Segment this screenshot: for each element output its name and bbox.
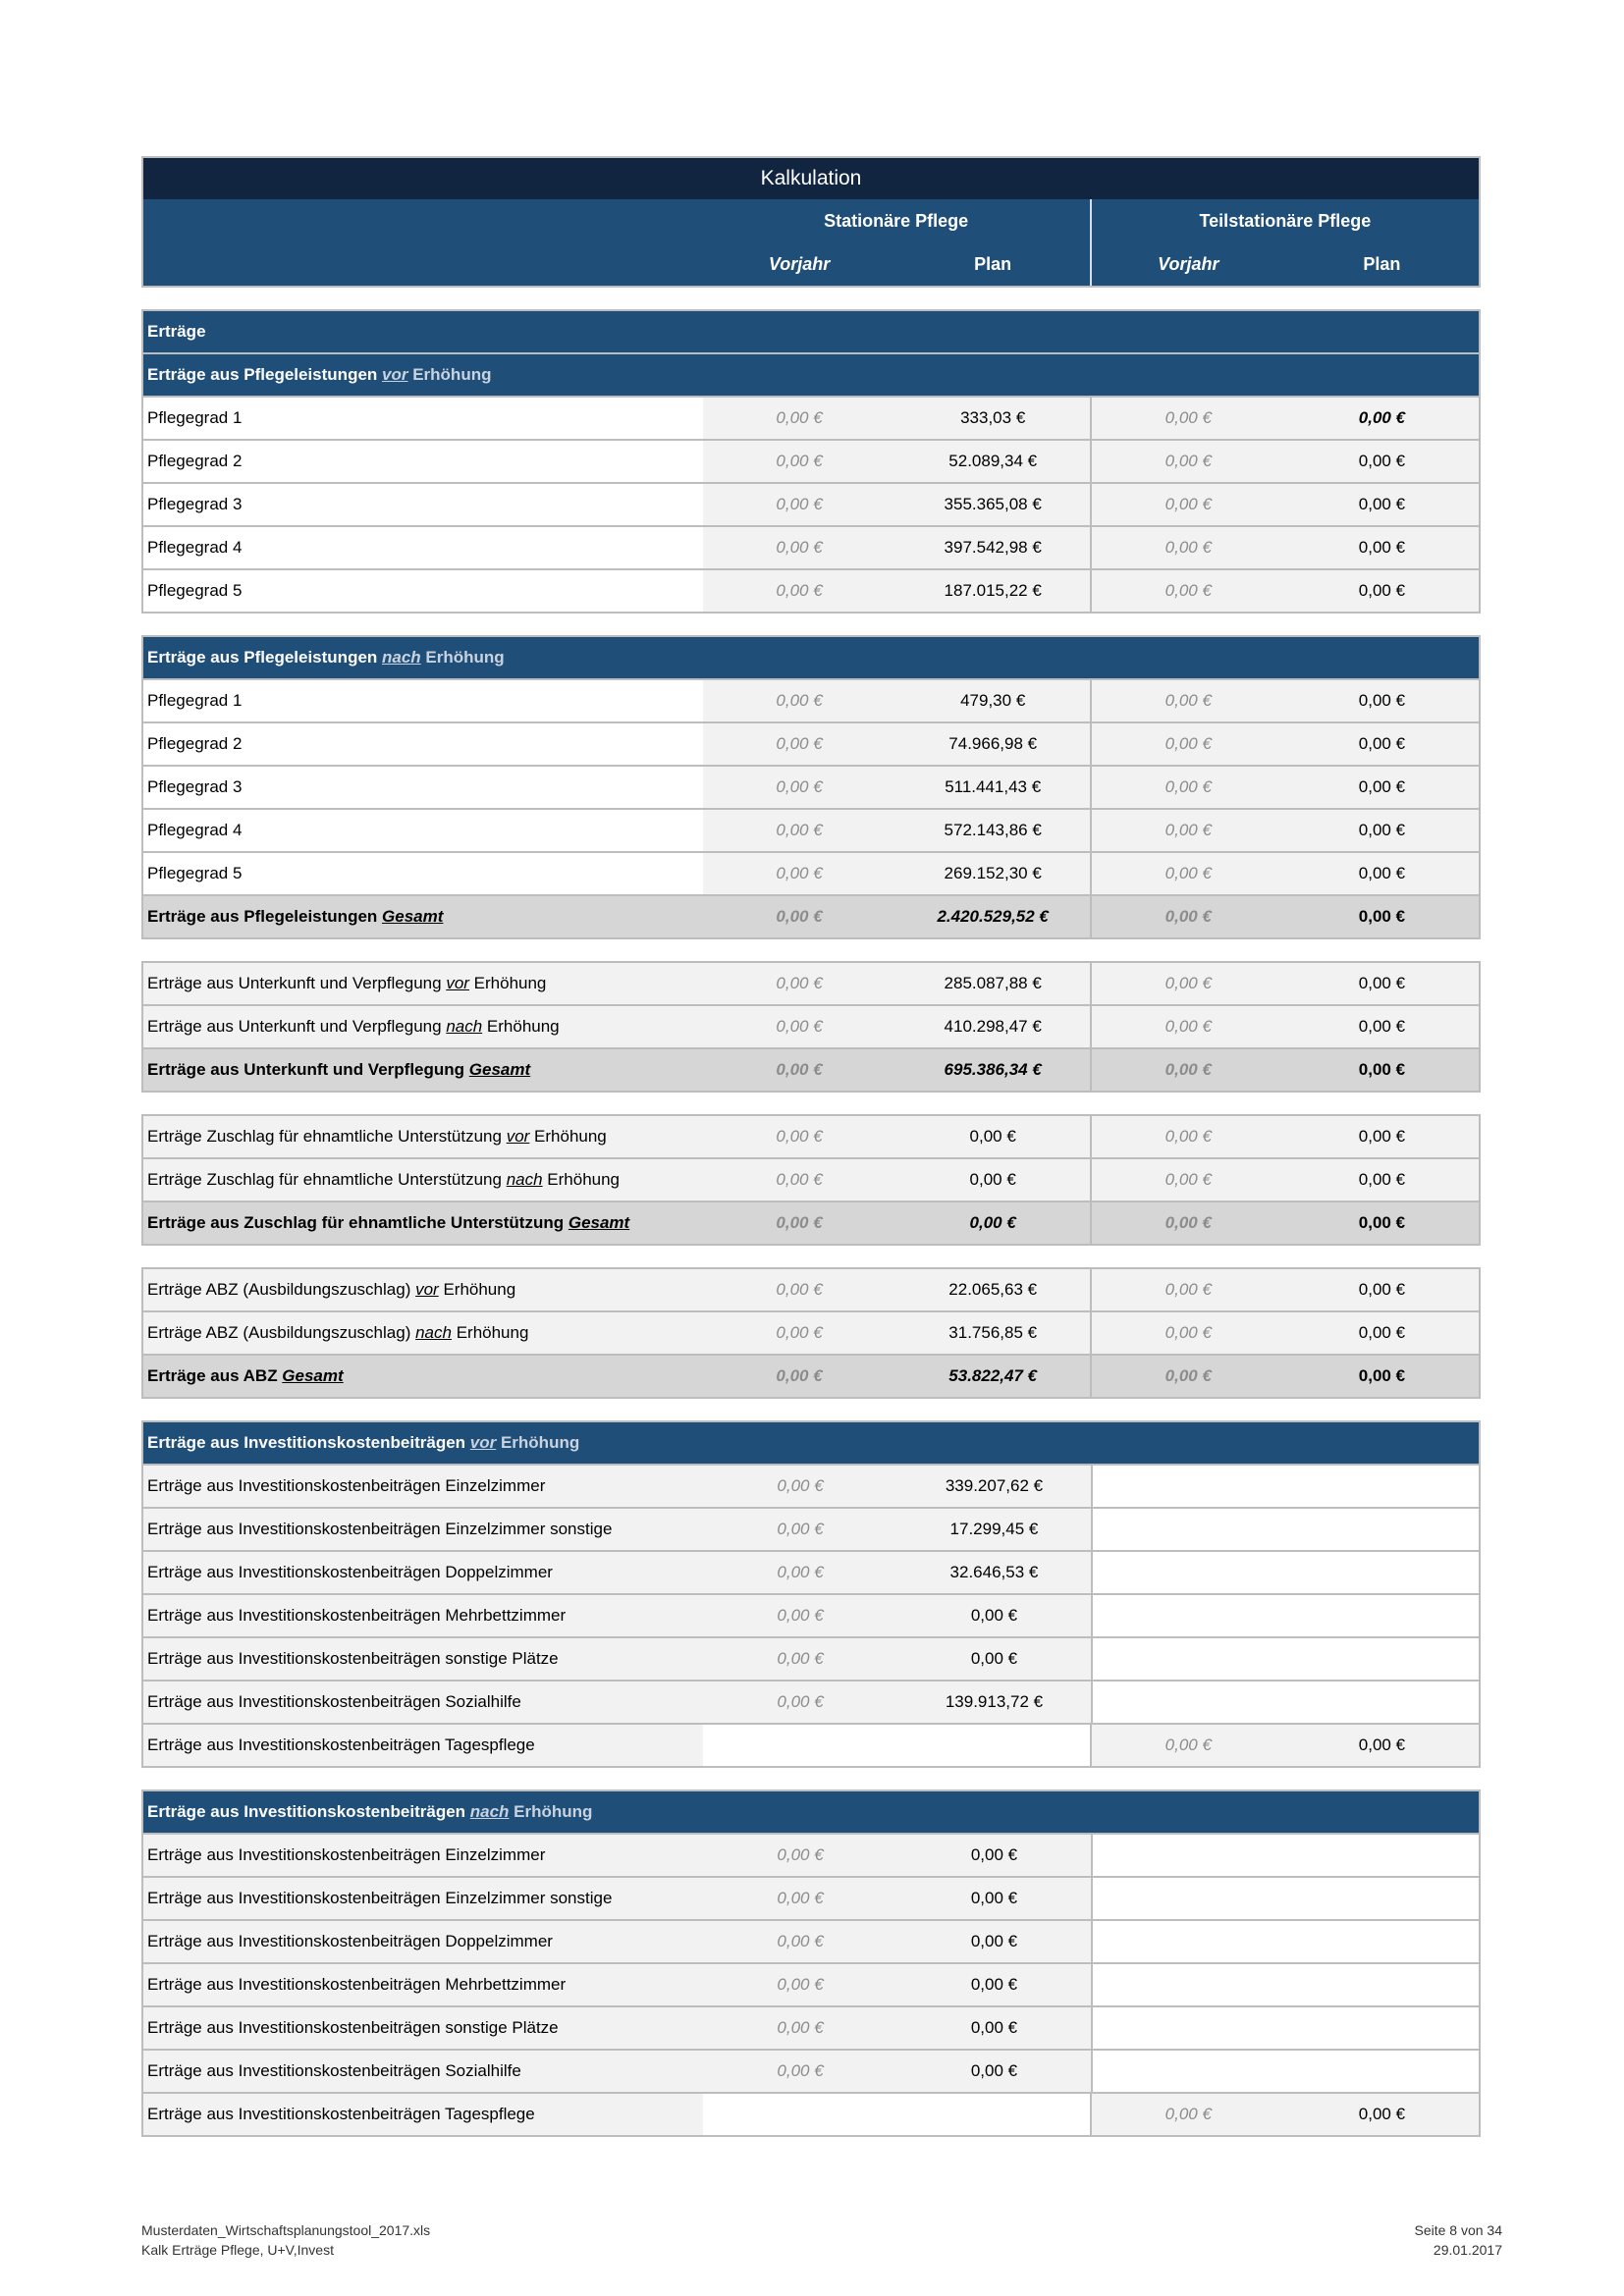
table-cell: 0,00 € bbox=[703, 1964, 896, 2005]
table-cell: 0,00 € bbox=[703, 1006, 896, 1047]
footer-page: Seite 8 von 34 bbox=[1414, 2222, 1502, 2238]
table-cell: 0,00 € bbox=[703, 767, 896, 808]
table-cell: 0,00 € bbox=[1090, 1049, 1285, 1091]
table-cell bbox=[1091, 1835, 1479, 1876]
table-cell bbox=[1091, 1638, 1479, 1680]
table-cell: Erträge aus Investitionskostenbeiträgen Tagespflege bbox=[143, 1725, 703, 1766]
table-cell: 0,00 € bbox=[1090, 1269, 1285, 1310]
table-cell: 0,00 € bbox=[1090, 1116, 1285, 1157]
table-cell: 355.365,08 € bbox=[896, 484, 1090, 525]
table-row bbox=[143, 1312, 1479, 1356]
table-cell: 0,00 € bbox=[896, 1159, 1090, 1201]
table-cell: 0,00 € bbox=[1285, 527, 1479, 568]
section-header-pflege-vor bbox=[143, 354, 1479, 398]
table-row bbox=[143, 1835, 1479, 1878]
group-teilstationaer: Teilstationäre Pflege bbox=[1090, 199, 1479, 242]
table-cell: 0,00 € bbox=[1090, 1725, 1285, 1766]
group-stationaer: Stationäre Pflege bbox=[824, 211, 969, 231]
table-cell: 0,00 € bbox=[896, 1116, 1090, 1157]
table-row bbox=[143, 1509, 1479, 1552]
table-cell bbox=[703, 2094, 1090, 2135]
table-cell: 52.089,34 € bbox=[896, 441, 1090, 482]
col-plan-stationaer: Plan bbox=[974, 254, 1012, 274]
table-cell: Erträge aus Investitionskostenbeiträgen Einzelzimmer sonstige bbox=[143, 1509, 703, 1550]
table-cell bbox=[1091, 1682, 1479, 1723]
col-vorjahr-stationaer: Vorjahr bbox=[768, 254, 831, 274]
table-cell: 572.143,86 € bbox=[896, 810, 1090, 851]
table-cell: 139.913,72 € bbox=[897, 1682, 1091, 1723]
table-cell: 0,00 € bbox=[1285, 1006, 1479, 1047]
group-header-row bbox=[143, 199, 1479, 242]
table-cell: 0,00 € bbox=[1285, 1116, 1479, 1157]
table-cell: 0,00 € bbox=[897, 1595, 1091, 1636]
table-row bbox=[143, 1466, 1479, 1509]
table-cell: 0,00 € bbox=[1090, 896, 1285, 937]
table-cell: 0,00 € bbox=[703, 810, 896, 851]
table-cell: 0,00 € bbox=[1285, 767, 1479, 808]
table-cell: 397.542,98 € bbox=[896, 527, 1090, 568]
calculation-sheet bbox=[141, 156, 1481, 2137]
table-row bbox=[143, 1269, 1479, 1312]
table-row bbox=[143, 441, 1479, 484]
table-cell: Erträge ABZ (Ausbildungszuschlag) vor Erhöhung bbox=[143, 1269, 703, 1310]
table-cell: 0,00 € bbox=[1285, 853, 1479, 894]
table-cell: Pflegegrad 3 bbox=[143, 484, 703, 525]
table-cell: 0,00 € bbox=[703, 1159, 896, 1201]
table-cell: 0,00 € bbox=[1090, 723, 1285, 765]
table-cell: 0,00 € bbox=[703, 680, 896, 721]
table-cell: Erträge aus Investitionskostenbeiträgen Doppelzimmer bbox=[143, 1552, 703, 1593]
table-cell: 0,00 € bbox=[703, 1312, 896, 1354]
table-cell: 17.299,45 € bbox=[897, 1509, 1091, 1550]
table-row bbox=[143, 484, 1479, 527]
table-row bbox=[143, 1116, 1479, 1159]
table-cell: 511.441,43 € bbox=[896, 767, 1090, 808]
table-cell: 0,00 € bbox=[703, 1356, 896, 1397]
table-cell: Erträge aus Zuschlag für ehnamtliche Unterstützung Gesamt bbox=[143, 1202, 703, 1244]
table-row bbox=[143, 1878, 1479, 1921]
table-cell: 0,00 € bbox=[897, 1921, 1091, 1962]
table-cell: 0,00 € bbox=[703, 1878, 896, 1919]
table-cell: 0,00 € bbox=[1090, 570, 1285, 612]
table-cell: 0,00 € bbox=[703, 1049, 896, 1091]
table-cell: Pflegegrad 2 bbox=[143, 441, 703, 482]
table-cell: 0,00 € bbox=[703, 1509, 896, 1550]
table-cell: 0,00 € bbox=[1285, 680, 1479, 721]
table-cell bbox=[1091, 1964, 1479, 2005]
table-cell: Erträge aus Investitionskostenbeiträgen Mehrbettzimmer bbox=[143, 1595, 703, 1636]
table-header bbox=[141, 156, 1481, 288]
table-cell: 0,00 € bbox=[1285, 398, 1479, 439]
table-cell: Erträge Zuschlag für ehnamtliche Unterstützung vor Erhöhung bbox=[143, 1116, 703, 1157]
table-cell: 0,00 € bbox=[703, 1638, 896, 1680]
table-row bbox=[143, 1682, 1479, 1725]
table-cell: Pflegegrad 3 bbox=[143, 767, 703, 808]
footer-right bbox=[1414, 2220, 1502, 2260]
table-cell: 0,00 € bbox=[703, 963, 896, 1004]
section-zuschlag bbox=[141, 1114, 1481, 1246]
section-header-invest-vor bbox=[143, 1422, 1479, 1466]
table-cell: 0,00 € bbox=[703, 1116, 896, 1157]
table-cell: 0,00 € bbox=[703, 570, 896, 612]
table-cell: 0,00 € bbox=[1285, 1269, 1479, 1310]
table-cell: 0,00 € bbox=[703, 1921, 896, 1962]
footer-sheetname: Kalk Erträge Pflege, U+V,Invest bbox=[141, 2242, 334, 2258]
table-cell: 32.646,53 € bbox=[897, 1552, 1091, 1593]
table-cell: Erträge aus Investitionskostenbeiträgen Mehrbettzimmer bbox=[143, 1964, 703, 2005]
table-cell: Erträge aus Investitionskostenbeiträgen Sozialhilfe bbox=[143, 1682, 703, 1723]
table-cell: 0,00 € bbox=[897, 1964, 1091, 2005]
table-row-tagespflege bbox=[143, 2094, 1479, 2137]
table-cell: Erträge aus Investitionskostenbeiträgen Einzelzimmer sonstige bbox=[143, 1878, 703, 1919]
table-cell: 0,00 € bbox=[1285, 1202, 1479, 1244]
table-cell: 22.065,63 € bbox=[896, 1269, 1090, 1310]
table-cell: 410.298,47 € bbox=[896, 1006, 1090, 1047]
table-cell: 0,00 € bbox=[703, 1466, 896, 1507]
table-cell: 0,00 € bbox=[1285, 810, 1479, 851]
table-cell: 0,00 € bbox=[703, 441, 896, 482]
table-cell: 0,00 € bbox=[1090, 810, 1285, 851]
table-row bbox=[143, 1552, 1479, 1595]
table-cell: 0,00 € bbox=[1285, 484, 1479, 525]
table-cell: 0,00 € bbox=[1285, 1312, 1479, 1354]
table-cell: Pflegegrad 5 bbox=[143, 570, 703, 612]
table-cell: 0,00 € bbox=[703, 2051, 896, 2092]
table-cell: 0,00 € bbox=[1090, 853, 1285, 894]
table-cell: 0,00 € bbox=[897, 1878, 1091, 1919]
table-cell bbox=[1091, 1921, 1479, 1962]
table-row bbox=[143, 1159, 1479, 1202]
table-cell: Erträge ABZ (Ausbildungszuschlag) nach Erhöhung bbox=[143, 1312, 703, 1354]
section-header-invest-nach bbox=[143, 1791, 1479, 1835]
table-cell: 0,00 € bbox=[1090, 1356, 1285, 1397]
table-cell: 0,00 € bbox=[1090, 1202, 1285, 1244]
table-cell: 0,00 € bbox=[1285, 1725, 1479, 1766]
table-cell: 0,00 € bbox=[703, 2007, 896, 2049]
table-cell: 0,00 € bbox=[1090, 1006, 1285, 1047]
section-unterkunft bbox=[141, 961, 1481, 1093]
table-cell: Erträge aus Unterkunft und Verpflegung Gesamt bbox=[143, 1049, 703, 1091]
section-header-ertraege bbox=[143, 311, 1479, 354]
section-pflege-vor bbox=[141, 309, 1481, 614]
table-cell: 53.822,47 € bbox=[896, 1356, 1090, 1397]
table-cell bbox=[1091, 1595, 1479, 1636]
table-cell: Pflegegrad 2 bbox=[143, 723, 703, 765]
table-cell: Erträge aus Investitionskostenbeiträgen Einzelzimmer bbox=[143, 1466, 703, 1507]
table-cell: 0,00 € bbox=[703, 723, 896, 765]
table-cell: Erträge aus Pflegeleistungen vor Erhöhung bbox=[143, 354, 1479, 396]
table-row bbox=[143, 570, 1479, 614]
table-cell: Pflegegrad 4 bbox=[143, 810, 703, 851]
table-cell: Pflegegrad 5 bbox=[143, 853, 703, 894]
table-cell: 0,00 € bbox=[703, 1682, 896, 1723]
table-cell: 0,00 € bbox=[1090, 767, 1285, 808]
table-cell: Erträge aus Pflegeleistungen Gesamt bbox=[143, 896, 703, 937]
footer-date: 29.01.2017 bbox=[1433, 2242, 1502, 2258]
total-row-abz bbox=[143, 1356, 1479, 1399]
table-row bbox=[143, 398, 1479, 441]
table-row bbox=[143, 963, 1479, 1006]
table-cell: Erträge aus Investitionskostenbeiträgen nach Erhöhung bbox=[143, 1791, 1479, 1833]
table-cell: Erträge aus Pflegeleistungen nach Erhöhung bbox=[143, 637, 1479, 678]
table-cell: 187.015,22 € bbox=[896, 570, 1090, 612]
table-row bbox=[143, 810, 1479, 853]
table-cell: Erträge Zuschlag für ehnamtliche Unterstützung nach Erhöhung bbox=[143, 1159, 703, 1201]
table-cell: Erträge aus Investitionskostenbeiträgen Tagespflege bbox=[143, 2094, 703, 2135]
table-title: Kalkulation bbox=[143, 158, 1479, 199]
table-cell: 0,00 € bbox=[1285, 1356, 1479, 1397]
section-invest-nach bbox=[141, 1789, 1481, 2137]
table-cell bbox=[1091, 1466, 1479, 1507]
table-cell: 0,00 € bbox=[703, 484, 896, 525]
table-cell: Pflegegrad 4 bbox=[143, 527, 703, 568]
table-cell: 0,00 € bbox=[703, 398, 896, 439]
table-cell: 0,00 € bbox=[897, 2007, 1091, 2049]
table-cell: 0,00 € bbox=[703, 1595, 896, 1636]
table-cell: 0,00 € bbox=[1285, 570, 1479, 612]
table-row bbox=[143, 1638, 1479, 1682]
col-vorjahr-teilstationaer: Vorjahr bbox=[1090, 242, 1285, 286]
table-cell: 0,00 € bbox=[1090, 2094, 1285, 2135]
table-row bbox=[143, 527, 1479, 570]
col-plan-teilstationaer: Plan bbox=[1363, 254, 1401, 274]
table-cell: 0,00 € bbox=[1090, 1159, 1285, 1201]
section-abz bbox=[141, 1267, 1481, 1399]
table-cell: 0,00 € bbox=[703, 1269, 896, 1310]
table-cell bbox=[1091, 1552, 1479, 1593]
table-cell: 0,00 € bbox=[703, 1202, 896, 1244]
table-cell: 0,00 € bbox=[1285, 723, 1479, 765]
table-cell: 0,00 € bbox=[1090, 398, 1285, 439]
table-cell: Erträge aus Investitionskostenbeiträgen Sozialhilfe bbox=[143, 2051, 703, 2092]
table-cell bbox=[1091, 2007, 1479, 2049]
sub-header-row bbox=[143, 242, 1479, 286]
table-row bbox=[143, 1006, 1479, 1049]
table-cell: Erträge aus Investitionskostenbeiträgen Einzelzimmer bbox=[143, 1835, 703, 1876]
table-cell: 0,00 € bbox=[703, 1552, 896, 1593]
table-cell bbox=[703, 1725, 1090, 1766]
table-row bbox=[143, 2007, 1479, 2051]
total-row-pflege bbox=[143, 896, 1479, 939]
footer-left bbox=[141, 2220, 430, 2260]
table-cell: 0,00 € bbox=[1090, 680, 1285, 721]
table-cell: 31.756,85 € bbox=[896, 1312, 1090, 1354]
total-row-zuschlag bbox=[143, 1202, 1479, 1246]
table-row bbox=[143, 1964, 1479, 2007]
table-cell: Erträge aus Unterkunft und Verpflegung nach Erhöhung bbox=[143, 1006, 703, 1047]
table-cell: 0,00 € bbox=[897, 1835, 1091, 1876]
section-header-pflege-nach bbox=[143, 637, 1479, 680]
table-cell: Erträge aus Investitionskostenbeiträgen sonstige Plätze bbox=[143, 2007, 703, 2049]
table-row bbox=[143, 853, 1479, 896]
table-cell: Erträge aus Investitionskostenbeiträgen sonstige Plätze bbox=[143, 1638, 703, 1680]
table-cell: 479,30 € bbox=[896, 680, 1090, 721]
table-cell bbox=[1091, 1509, 1479, 1550]
table-row bbox=[143, 723, 1479, 767]
table-row bbox=[143, 1595, 1479, 1638]
table-cell: 0,00 € bbox=[1285, 2094, 1479, 2135]
table-cell: 0,00 € bbox=[1285, 1159, 1479, 1201]
table-cell: 0,00 € bbox=[1090, 527, 1285, 568]
table-cell: 0,00 € bbox=[703, 527, 896, 568]
table-cell: 0,00 € bbox=[897, 1638, 1091, 1680]
table-row bbox=[143, 767, 1479, 810]
table-cell: 0,00 € bbox=[703, 896, 896, 937]
table-cell: Erträge aus Investitionskostenbeiträgen vor Erhöhung bbox=[143, 1422, 1479, 1464]
table-cell: 0,00 € bbox=[1285, 963, 1479, 1004]
table-cell: 0,00 € bbox=[1090, 441, 1285, 482]
table-cell: 74.966,98 € bbox=[896, 723, 1090, 765]
table-row-tagespflege bbox=[143, 1725, 1479, 1768]
table-cell: 0,00 € bbox=[703, 1835, 896, 1876]
table-cell: 0,00 € bbox=[703, 853, 896, 894]
table-row bbox=[143, 680, 1479, 723]
table-cell bbox=[1091, 2051, 1479, 2092]
table-cell: 0,00 € bbox=[1090, 963, 1285, 1004]
table-cell: 333,03 € bbox=[896, 398, 1090, 439]
section-invest-vor bbox=[141, 1420, 1481, 1768]
table-cell: 285.087,88 € bbox=[896, 963, 1090, 1004]
table-cell: 0,00 € bbox=[1285, 896, 1479, 937]
table-cell: 2.420.529,52 € bbox=[896, 896, 1090, 937]
table-row bbox=[143, 1921, 1479, 1964]
table-cell: Pflegegrad 1 bbox=[143, 680, 703, 721]
section-pflege-nach bbox=[141, 635, 1481, 939]
table-cell: 0,00 € bbox=[1090, 1312, 1285, 1354]
table-cell: 695.386,34 € bbox=[896, 1049, 1090, 1091]
table-cell: Erträge aus ABZ Gesamt bbox=[143, 1356, 703, 1397]
table-cell: 269.152,30 € bbox=[896, 853, 1090, 894]
table-cell: 0,00 € bbox=[1285, 441, 1479, 482]
total-row-unterkunft bbox=[143, 1049, 1479, 1093]
table-cell: Erträge aus Investitionskostenbeiträgen Doppelzimmer bbox=[143, 1921, 703, 1962]
table-cell: Pflegegrad 1 bbox=[143, 398, 703, 439]
table-cell: Erträge aus Unterkunft und Verpflegung vor Erhöhung bbox=[143, 963, 703, 1004]
table-row bbox=[143, 2051, 1479, 2094]
table-cell: 0,00 € bbox=[1285, 1049, 1479, 1091]
table-cell: 339.207,62 € bbox=[897, 1466, 1091, 1507]
footer-filename: Musterdaten_Wirtschaftsplanungstool_2017.xls bbox=[141, 2222, 431, 2238]
table-cell: 0,00 € bbox=[897, 2051, 1091, 2092]
table-cell bbox=[1091, 1878, 1479, 1919]
table-cell: 0,00 € bbox=[1090, 484, 1285, 525]
table-cell: 0,00 € bbox=[896, 1202, 1090, 1244]
table-cell: Erträge bbox=[143, 311, 1479, 352]
